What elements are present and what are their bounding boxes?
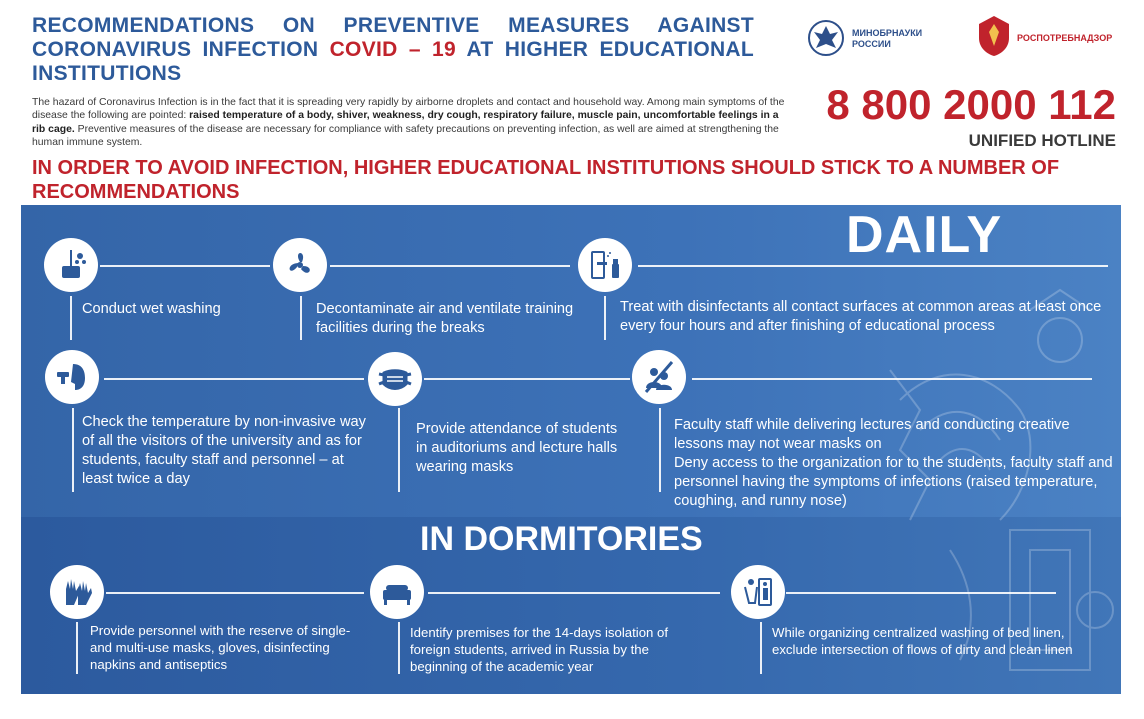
connector-line <box>604 296 606 340</box>
thermometer-check-icon <box>45 350 99 404</box>
connector-line <box>760 622 762 674</box>
intro-paragraph <box>32 96 792 150</box>
connector-line <box>330 265 570 267</box>
item-reserve-masks: Provide personnel with the reserve of single-and multi-use masks, gloves, disinfecting napkins and antiseptics <box>90 623 351 672</box>
hotline-number[interactable]: 8 800 2000 112 <box>826 81 1116 128</box>
mop-bucket-icon <box>44 238 98 292</box>
bed-icon <box>370 565 424 619</box>
item-surfaces: Treat with disinfectants all contact surfaces at common areas at least once every four hours and after finishing of educational process <box>620 299 1102 334</box>
title-text: RECOMMENDATIONS ON PREVENTIVE MEASURES AGAINST CORONAVIRUS INFECTION <box>32 14 754 61</box>
connector-line <box>692 378 1092 380</box>
rospotrebnadzor-logo <box>975 12 1125 62</box>
logo2-text: РОСПОТРЕБНАДЗОР <box>1017 33 1113 43</box>
connector-line <box>638 265 1108 267</box>
laundry-flow-icon <box>731 565 785 619</box>
item-masks-attendance: Provide attendance of students in auditoriums and lecture halls wearing masks <box>416 421 618 475</box>
logo1-line2: РОССИИ <box>852 39 891 49</box>
ventilation-fan-icon <box>273 238 327 292</box>
recommendations-headline: IN ORDER TO AVOID INFECTION, HIGHER EDUCATIONAL INSTITUTIONS SHOULD STICK TO A NUMBER OF RECOMMENDATIONS <box>32 157 1060 203</box>
item-deny-access: Deny access to the organization for to the students, faculty staff and personnel having the symptoms of infections (raised temperature, coughing, and runny nose) <box>674 455 1113 509</box>
connector-line <box>106 592 364 594</box>
intro-text-end: Preventive measures of the disease are necessary for compliance with safety precautions on preventing infection, as well are aimed at strengthening the human immune system. <box>32 123 779 149</box>
hotline-label: UNIFIED HOTLINE <box>968 131 1116 150</box>
minobrnauki-logo <box>806 14 946 64</box>
connector-line <box>424 378 630 380</box>
title-text-end: AT HIGHER EDUCATIONAL INSTITUTIONS <box>32 38 755 85</box>
item-temperature: Check the temperature by non-invasive way of all the visitors of the university and as for students, faculty staff and personnel – at least twice a day <box>82 414 366 487</box>
intro-text: The hazard of Coronavirus Infection is in the fact that it is spreading very rapidly by airborne droplets and contact and household way. Among main symptoms of the disease the following are pointed: <box>32 97 785 122</box>
item-wet-washing: Conduct wet washing <box>82 301 221 317</box>
item-laundry: While organizing centralized washing of bed linen, exclude intersection of flows of dirty and clean linen <box>772 625 1073 657</box>
connector-line <box>428 592 720 594</box>
connector-line <box>104 378 364 380</box>
connector-line <box>786 592 1056 594</box>
page-title <box>32 14 754 86</box>
daily-heading: DAILY <box>846 206 1003 264</box>
connector-line <box>398 622 400 674</box>
item-isolation-premises: Identify premises for the 14-days isolation of foreign students, arrived in Russia by the beginning of the academic year <box>410 625 669 674</box>
dormitories-heading: IN DORMITORIES <box>420 520 703 558</box>
intro-symptoms: raised temperature of a body, shiver, weakness, dry cough, respiratory failure, muscle pain, uncomfortable feelings in a rib cage. <box>32 110 779 135</box>
connector-line <box>398 408 400 492</box>
no-entry-people-icon <box>632 350 686 404</box>
connector-line <box>659 408 661 492</box>
eagle-emblem-icon <box>806 18 846 58</box>
connector-line <box>300 296 302 340</box>
disinfectant-spray-icon <box>578 238 632 292</box>
connector-line <box>100 265 270 267</box>
item-ventilate: Decontaminate air and ventilate training facilities during the breaks <box>316 301 574 336</box>
face-mask-icon <box>368 352 422 406</box>
item-faculty-masks: Faculty staff while delivering lectures and conducting creative lessons may not wear masks on <box>674 417 1070 452</box>
connector-line <box>76 622 78 674</box>
title-covid: COVID – 19 <box>329 38 457 61</box>
connector-line <box>70 296 72 340</box>
shield-emblem-icon <box>975 14 1013 58</box>
connector-line <box>72 408 74 492</box>
logo1-line1: МИНОБРНАУКИ <box>852 28 923 38</box>
gloves-icon <box>50 565 104 619</box>
